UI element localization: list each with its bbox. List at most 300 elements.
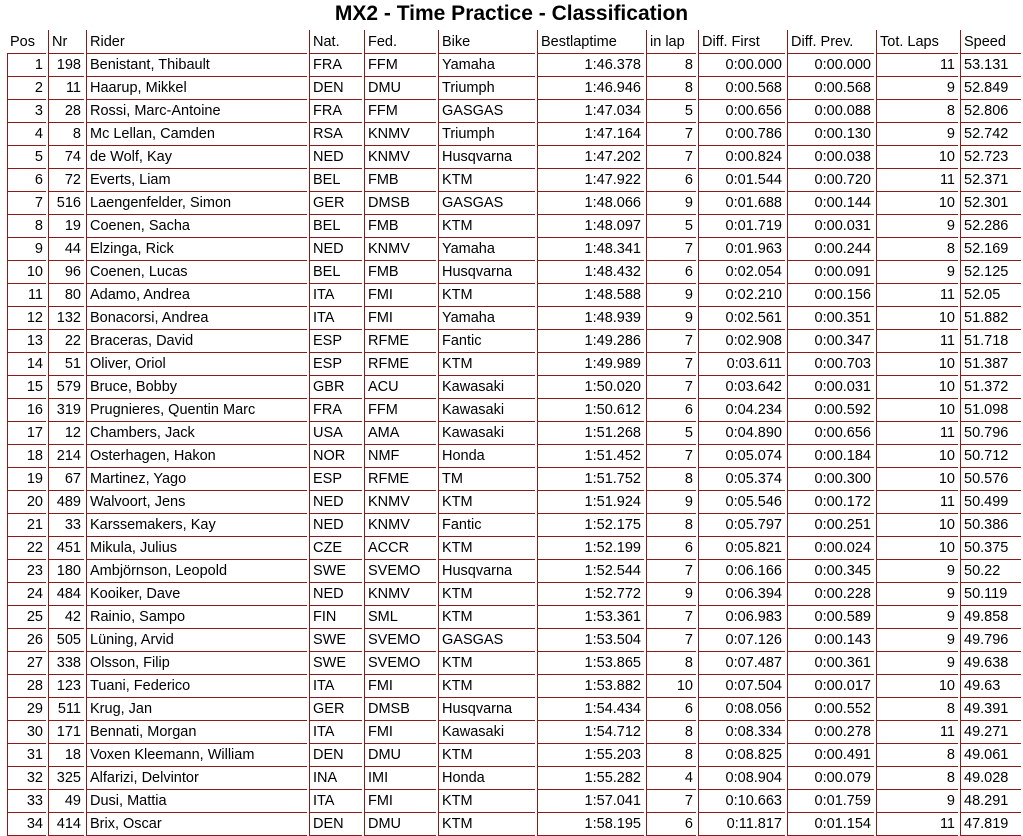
cell-bestlaptime: 1:48.588	[537, 284, 644, 307]
cell-in-lap: 6	[646, 537, 696, 560]
cell-bestlaptime: 1:51.452	[537, 445, 644, 468]
cell-pos: 8	[7, 215, 46, 238]
cell-bike: GASGAS	[438, 100, 535, 123]
cell-nat: CZE	[309, 537, 362, 560]
cell-tot-laps: 9	[876, 560, 958, 583]
col-header-bestlaptime: Bestlaptime	[537, 30, 644, 54]
cell-rider: Mc Lellan, Camden	[86, 123, 307, 146]
table-row	[7, 422, 1021, 445]
cell-diff-prev: 0:00.720	[787, 169, 874, 192]
cell-diff-first: 0:00.568	[698, 77, 785, 100]
cell-diff-prev: 0:00.024	[787, 537, 874, 560]
cell-tot-laps: 10	[876, 514, 958, 537]
cell-nr: 198	[48, 54, 84, 77]
cell-bike: Fantic	[438, 330, 535, 353]
cell-diff-prev: 0:00.130	[787, 123, 874, 146]
cell-nat: NED	[309, 583, 362, 606]
cell-rider: Adamo, Andrea	[86, 284, 307, 307]
cell-in-lap: 8	[646, 54, 696, 77]
cell-bestlaptime: 1:48.097	[537, 215, 644, 238]
cell-fed: FFM	[364, 54, 436, 77]
cell-fed: DMSB	[364, 698, 436, 721]
cell-fed: KNMV	[364, 491, 436, 514]
table-row	[7, 376, 1021, 399]
cell-diff-first: 0:07.504	[698, 675, 785, 698]
cell-diff-first: 0:01.688	[698, 192, 785, 215]
cell-bestlaptime: 1:54.712	[537, 721, 644, 744]
cell-speed: 49.061	[960, 744, 1021, 767]
cell-nat: BEL	[309, 215, 362, 238]
table-row	[7, 675, 1021, 698]
cell-tot-laps: 10	[876, 399, 958, 422]
cell-tot-laps: 9	[876, 652, 958, 675]
cell-diff-prev: 0:00.144	[787, 192, 874, 215]
cell-diff-prev: 0:00.361	[787, 652, 874, 675]
cell-fed: SVEMO	[364, 560, 436, 583]
cell-diff-first: 0:01.719	[698, 215, 785, 238]
cell-bike: KTM	[438, 537, 535, 560]
cell-nat: ESP	[309, 468, 362, 491]
col-header-fed: Fed.	[364, 30, 436, 54]
cell-pos: 34	[7, 813, 46, 836]
cell-bestlaptime: 1:51.924	[537, 491, 644, 514]
cell-in-lap: 9	[646, 284, 696, 307]
cell-rider: Coenen, Sacha	[86, 215, 307, 238]
cell-rider: Olsson, Filip	[86, 652, 307, 675]
col-header-rider: Rider	[86, 30, 307, 54]
cell-bike: Fantic	[438, 514, 535, 537]
cell-nr: 33	[48, 514, 84, 537]
cell-bike: Husqvarna	[438, 698, 535, 721]
cell-bike: Triumph	[438, 77, 535, 100]
cell-bike: KTM	[438, 169, 535, 192]
cell-diff-prev: 0:00.552	[787, 698, 874, 721]
cell-diff-first: 0:04.234	[698, 399, 785, 422]
cell-in-lap: 8	[646, 77, 696, 100]
cell-rider: Haarup, Mikkel	[86, 77, 307, 100]
cell-nat: NED	[309, 238, 362, 261]
cell-rider: Dusi, Mattia	[86, 790, 307, 813]
cell-bestlaptime: 1:50.020	[537, 376, 644, 399]
cell-diff-first: 0:04.890	[698, 422, 785, 445]
cell-tot-laps: 10	[876, 537, 958, 560]
col-header-nat: Nat.	[309, 30, 362, 54]
cell-nr: 8	[48, 123, 84, 146]
cell-diff-prev: 0:01.154	[787, 813, 874, 836]
cell-diff-prev: 0:00.347	[787, 330, 874, 353]
cell-nr: 516	[48, 192, 84, 215]
cell-bike: KTM	[438, 491, 535, 514]
cell-bike: Husqvarna	[438, 560, 535, 583]
cell-speed: 52.849	[960, 77, 1021, 100]
cell-bestlaptime: 1:53.361	[537, 606, 644, 629]
cell-bestlaptime: 1:51.268	[537, 422, 644, 445]
cell-diff-prev: 0:00.589	[787, 606, 874, 629]
cell-bestlaptime: 1:46.378	[537, 54, 644, 77]
cell-diff-prev: 0:00.592	[787, 399, 874, 422]
cell-pos: 17	[7, 422, 46, 445]
cell-bestlaptime: 1:50.612	[537, 399, 644, 422]
cell-diff-first: 0:10.663	[698, 790, 785, 813]
cell-pos: 19	[7, 468, 46, 491]
table-row	[7, 123, 1021, 146]
cell-pos: 3	[7, 100, 46, 123]
cell-rider: Mikula, Julius	[86, 537, 307, 560]
cell-diff-first: 0:05.074	[698, 445, 785, 468]
cell-bestlaptime: 1:57.041	[537, 790, 644, 813]
cell-pos: 20	[7, 491, 46, 514]
cell-nat: BEL	[309, 169, 362, 192]
cell-diff-prev: 0:00.568	[787, 77, 874, 100]
cell-speed: 50.22	[960, 560, 1021, 583]
cell-speed: 49.271	[960, 721, 1021, 744]
cell-nat: SWE	[309, 652, 362, 675]
cell-rider: Walvoort, Jens	[86, 491, 307, 514]
cell-in-lap: 9	[646, 192, 696, 215]
cell-speed: 49.028	[960, 767, 1021, 790]
cell-in-lap: 7	[646, 353, 696, 376]
cell-nat: RSA	[309, 123, 362, 146]
cell-diff-first: 0:06.394	[698, 583, 785, 606]
cell-nr: 319	[48, 399, 84, 422]
cell-nat: ITA	[309, 675, 362, 698]
cell-rider: Chambers, Jack	[86, 422, 307, 445]
cell-in-lap: 6	[646, 261, 696, 284]
cell-nat: FRA	[309, 54, 362, 77]
cell-pos: 16	[7, 399, 46, 422]
cell-nat: ESP	[309, 353, 362, 376]
cell-diff-prev: 0:00.491	[787, 744, 874, 767]
cell-in-lap: 8	[646, 721, 696, 744]
cell-nr: 51	[48, 353, 84, 376]
cell-rider: Karssemakers, Kay	[86, 514, 307, 537]
cell-nr: 42	[48, 606, 84, 629]
cell-nat: SWE	[309, 560, 362, 583]
cell-nat: GER	[309, 698, 362, 721]
cell-tot-laps: 9	[876, 215, 958, 238]
cell-diff-prev: 0:00.031	[787, 376, 874, 399]
cell-rider: Prugnieres, Quentin Marc	[86, 399, 307, 422]
cell-nr: 123	[48, 675, 84, 698]
cell-diff-first: 0:01.963	[698, 238, 785, 261]
cell-fed: DMU	[364, 77, 436, 100]
cell-pos: 30	[7, 721, 46, 744]
cell-bike: KTM	[438, 790, 535, 813]
cell-bike: Honda	[438, 767, 535, 790]
cell-in-lap: 5	[646, 215, 696, 238]
cell-in-lap: 7	[646, 560, 696, 583]
cell-fed: DMSB	[364, 192, 436, 215]
cell-speed: 51.098	[960, 399, 1021, 422]
cell-rider: Braceras, David	[86, 330, 307, 353]
col-header-pos: Pos	[7, 30, 46, 54]
cell-pos: 28	[7, 675, 46, 698]
cell-in-lap: 7	[646, 606, 696, 629]
cell-fed: FMB	[364, 261, 436, 284]
cell-diff-prev: 0:00.079	[787, 767, 874, 790]
cell-fed: DMU	[364, 813, 436, 836]
cell-nat: BEL	[309, 261, 362, 284]
cell-diff-first: 0:08.825	[698, 744, 785, 767]
cell-nat: FRA	[309, 399, 362, 422]
cell-diff-prev: 0:00.143	[787, 629, 874, 652]
cell-pos: 21	[7, 514, 46, 537]
cell-rider: Osterhagen, Hakon	[86, 445, 307, 468]
cell-bestlaptime: 1:47.202	[537, 146, 644, 169]
cell-fed: RFME	[364, 353, 436, 376]
cell-bestlaptime: 1:53.882	[537, 675, 644, 698]
cell-speed: 50.712	[960, 445, 1021, 468]
cell-bestlaptime: 1:48.066	[537, 192, 644, 215]
cell-nat: USA	[309, 422, 362, 445]
cell-pos: 32	[7, 767, 46, 790]
cell-nat: NOR	[309, 445, 362, 468]
table-row	[7, 284, 1021, 307]
cell-diff-first: 0:00.656	[698, 100, 785, 123]
cell-bestlaptime: 1:53.504	[537, 629, 644, 652]
cell-tot-laps: 8	[876, 767, 958, 790]
cell-bestlaptime: 1:48.939	[537, 307, 644, 330]
cell-rider: Martinez, Yago	[86, 468, 307, 491]
cell-diff-first: 0:07.487	[698, 652, 785, 675]
cell-fed: FMB	[364, 169, 436, 192]
cell-diff-prev: 0:00.351	[787, 307, 874, 330]
cell-nr: 22	[48, 330, 84, 353]
cell-nat: ITA	[309, 284, 362, 307]
cell-diff-first: 0:00.000	[698, 54, 785, 77]
col-header-nr: Nr	[48, 30, 84, 54]
table-row	[7, 652, 1021, 675]
cell-in-lap: 9	[646, 583, 696, 606]
cell-diff-prev: 0:00.345	[787, 560, 874, 583]
cell-nr: 484	[48, 583, 84, 606]
cell-fed: AMA	[364, 422, 436, 445]
table-row	[7, 698, 1021, 721]
cell-diff-first: 0:03.611	[698, 353, 785, 376]
cell-speed: 49.858	[960, 606, 1021, 629]
table-row	[7, 192, 1021, 215]
cell-nr: 72	[48, 169, 84, 192]
cell-in-lap: 7	[646, 629, 696, 652]
cell-bike: Husqvarna	[438, 261, 535, 284]
cell-speed: 50.119	[960, 583, 1021, 606]
cell-speed: 53.131	[960, 54, 1021, 77]
cell-nat: ESP	[309, 330, 362, 353]
cell-rider: Bruce, Bobby	[86, 376, 307, 399]
cell-speed: 50.796	[960, 422, 1021, 445]
cell-tot-laps: 11	[876, 721, 958, 744]
cell-tot-laps: 9	[876, 261, 958, 284]
cell-in-lap: 8	[646, 652, 696, 675]
cell-in-lap: 6	[646, 169, 696, 192]
cell-nr: 74	[48, 146, 84, 169]
cell-tot-laps: 10	[876, 376, 958, 399]
cell-nat: SWE	[309, 629, 362, 652]
cell-tot-laps: 9	[876, 77, 958, 100]
cell-bike: KTM	[438, 652, 535, 675]
cell-bike: KTM	[438, 744, 535, 767]
cell-fed: NMF	[364, 445, 436, 468]
cell-rider: Ambjörnson, Leopold	[86, 560, 307, 583]
cell-diff-prev: 0:00.300	[787, 468, 874, 491]
cell-pos: 22	[7, 537, 46, 560]
cell-diff-prev: 0:00.088	[787, 100, 874, 123]
cell-nat: NED	[309, 514, 362, 537]
cell-rider: Rainio, Sampo	[86, 606, 307, 629]
table-row	[7, 77, 1021, 100]
cell-bestlaptime: 1:52.772	[537, 583, 644, 606]
cell-fed: FMI	[364, 284, 436, 307]
cell-bestlaptime: 1:52.199	[537, 537, 644, 560]
table-row	[7, 583, 1021, 606]
cell-diff-prev: 0:00.184	[787, 445, 874, 468]
table-row	[7, 744, 1021, 767]
cell-bike: Kawasaki	[438, 422, 535, 445]
table-row	[7, 100, 1021, 123]
cell-diff-first: 0:02.561	[698, 307, 785, 330]
cell-nat: NED	[309, 491, 362, 514]
table-row	[7, 560, 1021, 583]
cell-tot-laps: 11	[876, 284, 958, 307]
cell-pos: 10	[7, 261, 46, 284]
cell-pos: 9	[7, 238, 46, 261]
cell-fed: ACU	[364, 376, 436, 399]
cell-diff-prev: 0:00.172	[787, 491, 874, 514]
cell-speed: 50.375	[960, 537, 1021, 560]
cell-bike: Honda	[438, 445, 535, 468]
cell-rider: Tuani, Federico	[86, 675, 307, 698]
cell-bike: Kawasaki	[438, 376, 535, 399]
table-row	[7, 491, 1021, 514]
table-row	[7, 215, 1021, 238]
table-row	[7, 238, 1021, 261]
col-header-diff-prev: Diff. Prev.	[787, 30, 874, 54]
cell-tot-laps: 11	[876, 169, 958, 192]
cell-diff-prev: 0:00.031	[787, 215, 874, 238]
cell-bestlaptime: 1:53.865	[537, 652, 644, 675]
cell-diff-first: 0:07.126	[698, 629, 785, 652]
cell-rider: Alfarizi, Delvintor	[86, 767, 307, 790]
cell-fed: IMI	[364, 767, 436, 790]
cell-diff-first: 0:02.908	[698, 330, 785, 353]
cell-in-lap: 7	[646, 123, 696, 146]
cell-nat: FIN	[309, 606, 362, 629]
cell-diff-prev: 0:01.759	[787, 790, 874, 813]
cell-nr: 80	[48, 284, 84, 307]
cell-rider: Laengenfelder, Simon	[86, 192, 307, 215]
cell-pos: 11	[7, 284, 46, 307]
cell-diff-first: 0:02.054	[698, 261, 785, 284]
cell-tot-laps: 10	[876, 307, 958, 330]
cell-diff-first: 0:03.642	[698, 376, 785, 399]
cell-speed: 51.387	[960, 353, 1021, 376]
table-row	[7, 790, 1021, 813]
cell-in-lap: 5	[646, 100, 696, 123]
cell-speed: 52.286	[960, 215, 1021, 238]
cell-in-lap: 9	[646, 491, 696, 514]
cell-tot-laps: 8	[876, 744, 958, 767]
cell-nr: 414	[48, 813, 84, 836]
cell-rider: Elzinga, Rick	[86, 238, 307, 261]
cell-in-lap: 7	[646, 376, 696, 399]
cell-nr: 451	[48, 537, 84, 560]
cell-nr: 132	[48, 307, 84, 330]
cell-diff-prev: 0:00.703	[787, 353, 874, 376]
cell-speed: 52.806	[960, 100, 1021, 123]
cell-diff-prev: 0:00.278	[787, 721, 874, 744]
cell-nat: DEN	[309, 813, 362, 836]
cell-tot-laps: 8	[876, 698, 958, 721]
cell-diff-prev: 0:00.244	[787, 238, 874, 261]
cell-diff-first: 0:02.210	[698, 284, 785, 307]
cell-diff-prev: 0:00.091	[787, 261, 874, 284]
cell-rider: Bennati, Morgan	[86, 721, 307, 744]
cell-nr: 12	[48, 422, 84, 445]
cell-pos: 13	[7, 330, 46, 353]
cell-bestlaptime: 1:47.922	[537, 169, 644, 192]
cell-speed: 47.819	[960, 813, 1021, 836]
cell-bestlaptime: 1:49.286	[537, 330, 644, 353]
cell-fed: SVEMO	[364, 629, 436, 652]
cell-tot-laps: 11	[876, 330, 958, 353]
cell-tot-laps: 9	[876, 629, 958, 652]
cell-bestlaptime: 1:52.175	[537, 514, 644, 537]
cell-tot-laps: 10	[876, 675, 958, 698]
cell-nr: 19	[48, 215, 84, 238]
cell-bestlaptime: 1:51.752	[537, 468, 644, 491]
cell-speed: 51.372	[960, 376, 1021, 399]
cell-bestlaptime: 1:48.341	[537, 238, 644, 261]
cell-speed: 49.63	[960, 675, 1021, 698]
cell-pos: 25	[7, 606, 46, 629]
cell-speed: 48.291	[960, 790, 1021, 813]
cell-nr: 11	[48, 77, 84, 100]
cell-diff-first: 0:05.374	[698, 468, 785, 491]
cell-diff-first: 0:06.166	[698, 560, 785, 583]
cell-rider: Krug, Jan	[86, 698, 307, 721]
col-header-tot-laps: Tot. Laps	[876, 30, 958, 54]
cell-bike: TM	[438, 468, 535, 491]
cell-speed: 50.386	[960, 514, 1021, 537]
cell-in-lap: 7	[646, 445, 696, 468]
cell-pos: 2	[7, 77, 46, 100]
cell-fed: SVEMO	[364, 652, 436, 675]
cell-tot-laps: 10	[876, 192, 958, 215]
cell-nat: FRA	[309, 100, 362, 123]
cell-pos: 18	[7, 445, 46, 468]
cell-bestlaptime: 1:55.203	[537, 744, 644, 767]
cell-speed: 49.796	[960, 629, 1021, 652]
cell-fed: RFME	[364, 330, 436, 353]
cell-in-lap: 9	[646, 307, 696, 330]
cell-fed: KNMV	[364, 123, 436, 146]
cell-bike: GASGAS	[438, 629, 535, 652]
cell-speed: 52.125	[960, 261, 1021, 284]
cell-bike: Yamaha	[438, 307, 535, 330]
col-header-in-lap: in lap	[646, 30, 696, 54]
cell-tot-laps: 11	[876, 491, 958, 514]
cell-pos: 12	[7, 307, 46, 330]
cell-pos: 15	[7, 376, 46, 399]
cell-diff-first: 0:11.817	[698, 813, 785, 836]
cell-nr: 325	[48, 767, 84, 790]
table-row	[7, 146, 1021, 169]
col-header-diff-first: Diff. First	[698, 30, 785, 54]
cell-fed: FMI	[364, 307, 436, 330]
table-row	[7, 813, 1021, 836]
cell-nat: NED	[309, 146, 362, 169]
cell-nr: 214	[48, 445, 84, 468]
